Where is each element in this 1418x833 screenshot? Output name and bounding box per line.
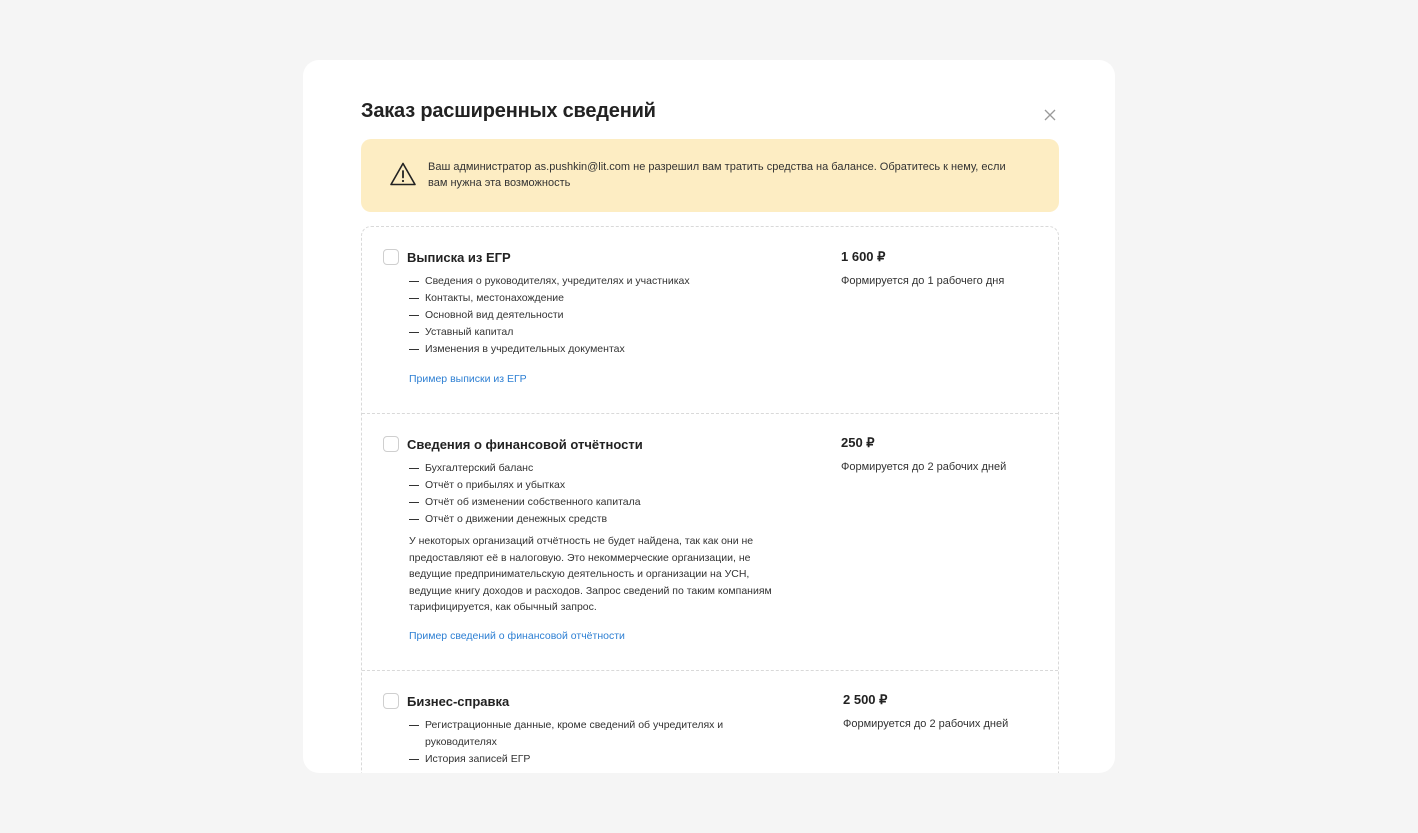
feature-item: Основной вид деятельности bbox=[409, 307, 690, 324]
product-item bbox=[362, 227, 1058, 413]
warning-text: Ваш администратор as.pushkin@lit.com не разрешил вам тратить средства на балансе. Обратитесь к нему, если вам нужна эта возможность bbox=[428, 161, 1006, 189]
product-price: 1 600 ₽ bbox=[841, 249, 886, 264]
product-price: 2 500 ₽ bbox=[843, 692, 888, 707]
feature-list bbox=[409, 717, 759, 768]
sample-link[interactable]: Пример выписки из ЕГР bbox=[409, 373, 527, 385]
modal-title: Заказ расширенных сведений bbox=[361, 100, 656, 122]
product-note: Формируется до 1 рабочего дня bbox=[841, 275, 1005, 287]
close-icon[interactable] bbox=[1041, 106, 1059, 124]
product-checkbox[interactable] bbox=[383, 249, 399, 265]
warning-banner bbox=[361, 139, 1059, 212]
product-item bbox=[362, 413, 1058, 671]
product-note: Формируется до 2 рабочих дней bbox=[841, 461, 1007, 473]
product-name: Бизнес-справка bbox=[407, 694, 510, 709]
product-description: У некоторых организаций отчётность не будет найдена, так как они не предоставляют её в налоговую. Это некоммерческие организации, не ведущие предпринимательскую деятельность и организации на УСН, ведущие книгу доходов и расходов. Запрос сведений по таким компаниям тарифицируется, как обычный запрос. bbox=[409, 535, 772, 613]
feature-item: Отчёт о движении денежных средств bbox=[409, 511, 641, 528]
product-list bbox=[361, 226, 1059, 773]
feature-item: Изменения в учредительных документах bbox=[409, 341, 690, 358]
feature-item: Уставный капитал bbox=[409, 324, 690, 341]
feature-item: Бухгалтерский баланс bbox=[409, 460, 641, 477]
feature-item: Регистрационные данные, кроме сведений об учредителях и руководителях bbox=[409, 717, 759, 751]
feature-item: Сведения о руководителях, учредителях и участниках bbox=[409, 273, 690, 290]
feature-list bbox=[409, 460, 641, 528]
warning-triangle-icon bbox=[389, 161, 417, 187]
product-name: Выписка из ЕГР bbox=[407, 250, 511, 265]
product-price: 250 ₽ bbox=[841, 435, 875, 450]
feature-item: История записей ЕГР bbox=[409, 751, 759, 768]
product-checkbox[interactable] bbox=[383, 693, 399, 709]
feature-item: Отчёт о прибылях и убытках bbox=[409, 477, 641, 494]
feature-item: Отчёт об изменении собственного капитала bbox=[409, 494, 641, 511]
sample-link[interactable]: Пример сведений о финансовой отчётности bbox=[409, 630, 625, 642]
product-note: Формируется до 2 рабочих дней bbox=[843, 718, 1009, 730]
feature-list bbox=[409, 273, 690, 358]
product-checkbox[interactable] bbox=[383, 436, 399, 452]
product-name: Сведения о финансовой отчётности bbox=[407, 437, 643, 452]
order-modal bbox=[303, 60, 1115, 773]
product-item bbox=[362, 670, 1058, 773]
feature-item: Контакты, местонахождение bbox=[409, 290, 690, 307]
